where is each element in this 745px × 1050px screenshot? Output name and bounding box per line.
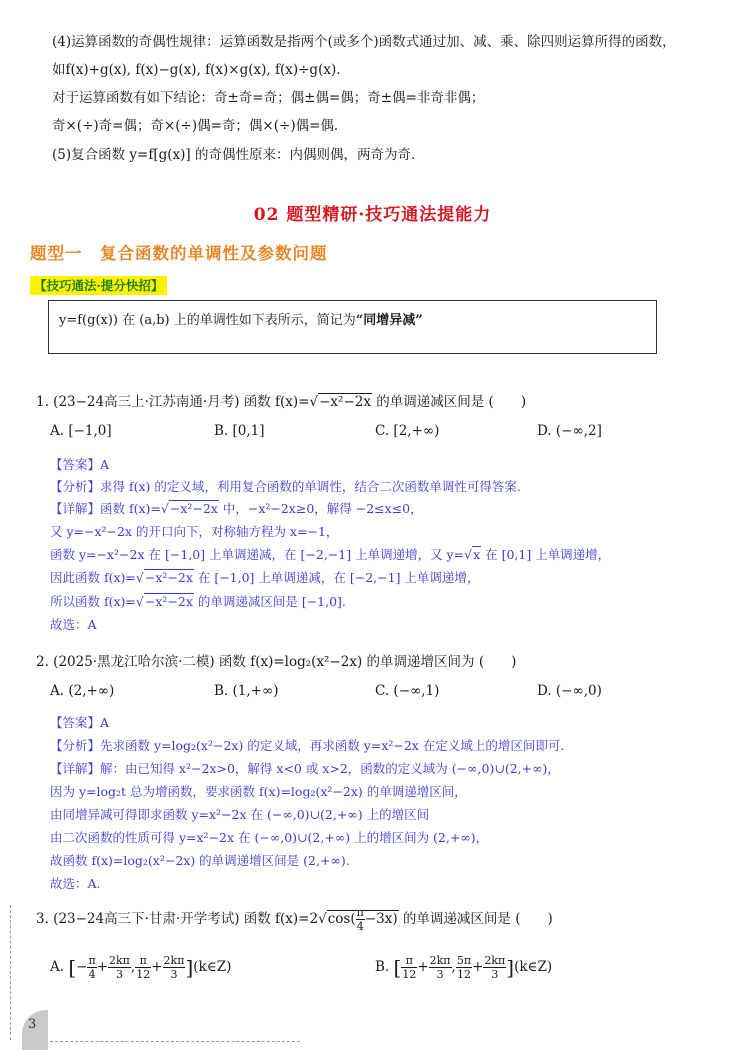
frac-den: 12 bbox=[136, 968, 151, 981]
sqrt-sign: √ bbox=[135, 594, 144, 609]
q3-frac-num: π bbox=[356, 906, 364, 919]
frac-num: 5π bbox=[456, 954, 472, 967]
q1-detail-1 bbox=[50, 499, 423, 517]
tip-tag: 【技巧通法·提分快招】 bbox=[30, 276, 167, 295]
q1-answer: 【答案】A bbox=[50, 457, 110, 472]
q3-radicand bbox=[327, 906, 399, 933]
right-bracket: ] bbox=[185, 955, 194, 980]
q1-detail-5a: 所以函数 f(x)= bbox=[50, 594, 136, 609]
sqrt-sign: √ bbox=[318, 911, 327, 927]
q3-a-tail: (k∈Z) bbox=[193, 959, 232, 975]
frac-den: 12 bbox=[456, 968, 471, 981]
q2-detail-2: 因为 y=log₂t 总为增函数，要求函数 f(x)=log₂(x²−2x) 的单调递增区间， bbox=[50, 784, 467, 799]
frac-den: 4 bbox=[88, 968, 96, 981]
q3-b-plus-2: + bbox=[472, 959, 484, 975]
q3-stem bbox=[36, 906, 553, 933]
q2-option-d[interactable]: D. (−∞,0) bbox=[537, 683, 602, 699]
q1-radicand: −x²−2x bbox=[319, 394, 371, 410]
page-number: 3 bbox=[28, 1017, 37, 1032]
sqrt-sign: √ bbox=[464, 547, 473, 562]
frac-num: 2kπ bbox=[484, 954, 506, 967]
tip-box-prefix: y=f(g(x)) 在 (a,b) 上的单调性如下表所示，简记为 bbox=[59, 313, 356, 328]
intro-line-4: 奇×(÷)奇=偶；奇×(÷)偶=奇；偶×(÷)偶=偶. bbox=[52, 118, 339, 134]
q2-detail-3: 由同增异减可得即求函数 y=x²−2x 在 (−∞,0)∪(2,+∞) 上的增区间 bbox=[50, 807, 430, 822]
q1-detail-3-radicand: x bbox=[473, 547, 481, 562]
q1-detail-3 bbox=[50, 545, 610, 563]
q3-b-label: B. bbox=[375, 959, 390, 975]
q3-stem-b: 的单调递减区间是 ( ) bbox=[398, 911, 553, 927]
sqrt-sign: √ bbox=[309, 394, 319, 410]
frac-num: π bbox=[401, 954, 417, 968]
q3-a-label: A. bbox=[50, 959, 65, 975]
frac-num: 2kπ bbox=[429, 954, 451, 967]
q2-option-c[interactable]: C. (−∞,1) bbox=[375, 683, 440, 699]
page-border-dashed-horizontal bbox=[45, 1041, 300, 1042]
frac-num: 2kπ bbox=[109, 954, 130, 967]
q3-a-plus: + bbox=[96, 959, 109, 975]
q1-detail-1a: 【详解】函数 f(x)= bbox=[50, 501, 161, 516]
frac-num: 2kπ bbox=[163, 954, 185, 967]
q1-detail-1b: 中，−x²−2x≥0，解得 −2≤x≤0， bbox=[218, 501, 423, 516]
q2-analysis: 【分析】先求函数 y=log₂(x²−2x) 的定义域，再求函数 y=x²−2x 在定义域上的增区间即可. bbox=[50, 738, 565, 753]
q3-b-plus: + bbox=[417, 959, 429, 975]
q3-frac-den: 4 bbox=[356, 920, 364, 933]
q1-option-a[interactable]: A. [−1,0] bbox=[50, 423, 112, 439]
q3-a-frac-4 bbox=[163, 954, 186, 981]
q1-detail-4-radicand: −x²−2x bbox=[144, 570, 193, 585]
q3-option-a[interactable] bbox=[50, 954, 231, 981]
q3-a-plus-2: + bbox=[151, 959, 163, 975]
q1-analysis: 【分析】求得 f(x) 的定义域，利用复合函数的单调性，结合二次函数单调性可得答案. bbox=[50, 479, 521, 494]
frac-den: 12 bbox=[402, 968, 417, 981]
q1-option-b[interactable]: B. [0,1] bbox=[214, 423, 265, 439]
q3-minus: −3x) bbox=[364, 911, 398, 927]
left-bracket: [ bbox=[393, 955, 402, 980]
q3-option-b[interactable] bbox=[375, 954, 552, 981]
q3-b-frac-3 bbox=[456, 954, 472, 981]
q3-stem-a: 3. (23−24高三下·甘肃·开学考试) 函数 f(x)=2 bbox=[36, 911, 319, 927]
tip-box-text bbox=[59, 309, 423, 328]
right-bracket: ] bbox=[506, 955, 515, 980]
q2-choose: 故选：A. bbox=[50, 876, 101, 891]
q3-fraction bbox=[356, 906, 365, 933]
q3-b-frac-2 bbox=[429, 954, 452, 981]
sqrt-sign: √ bbox=[135, 570, 144, 585]
q2-stem: 2. (2025·黑龙江哈尔滨·二模) 函数 f(x)=log₂(x²−2x) 的单调递增区间为 ( ) bbox=[36, 654, 517, 670]
q2-option-b[interactable]: B. (1,+∞) bbox=[214, 683, 279, 699]
q3-a-frac-2 bbox=[108, 954, 131, 981]
q2-detail-5: 故函数 f(x)=log₂(x²−2x) 的单调递增区间是 (2,+∞). bbox=[50, 853, 350, 868]
q1-stem-a: 1. (23−24高三上·江苏南通·月考) 函数 f(x)= bbox=[36, 394, 310, 410]
intro-line-2: 如f(x)+g(x), f(x)−g(x), f(x)×g(x), f(x)÷g(x). bbox=[52, 62, 341, 78]
left-bracket: [ bbox=[68, 955, 77, 980]
frac-den: 3 bbox=[491, 968, 499, 981]
q1-detail-4 bbox=[50, 568, 479, 586]
q1-option-d[interactable]: D. (−∞,2] bbox=[537, 423, 602, 439]
q1-detail-4b: 在 [−1,0] 上单调递减，在 [−2,−1] 上单调递增， bbox=[193, 570, 480, 585]
type-title: 题型一 复合函数的单调性及参数问题 bbox=[30, 244, 328, 263]
q1-stem-b: 的单调递减区间是 ( ) bbox=[371, 394, 527, 410]
q3-a-frac-1 bbox=[87, 954, 96, 981]
q2-option-a[interactable]: A. (2,+∞) bbox=[50, 683, 115, 699]
section-title: 02 题型精研·技巧通法提能力 bbox=[253, 205, 492, 225]
q1-detail-5-radicand: −x²−2x bbox=[144, 594, 193, 609]
q3-b-comma: , bbox=[451, 959, 456, 975]
q1-detail-4a: 因此函数 f(x)= bbox=[50, 570, 136, 585]
q1-choose: 故选：A bbox=[50, 617, 97, 632]
q3-a-minus: − bbox=[76, 959, 88, 975]
q2-detail-4: 由二次函数的性质可得 y=x²−2x 在 (−∞,0)∪(2,+∞) 上的增区间为 (2,+∞)， bbox=[50, 830, 489, 845]
q1-detail-2: 又 y=−x²−2x 的开口向下，对称轴方程为 x=−1， bbox=[50, 524, 339, 539]
intro-line-3: 对于运算函数有如下结论：奇±奇=奇；偶±偶=偶；奇±偶=非奇非偶； bbox=[52, 90, 485, 106]
q3-a-frac-3 bbox=[135, 954, 151, 981]
q1-detail-5b: 的单调递减区间是 [−1,0]. bbox=[193, 594, 346, 609]
q1-detail-1-radicand: −x²−2x bbox=[169, 501, 218, 516]
q2-detail-1: 【详解】解：由已知得 x²−2x>0，解得 x<0 或 x>2，函数的定义域为 (−∞,0)∪(2,+∞)， bbox=[50, 761, 560, 776]
q1-detail-3a: 函数 y=−x²−2x 在 [−1,0] 上单调递减，在 [−2,−1] 上单调递增，又 y= bbox=[50, 547, 465, 562]
q1-stem bbox=[36, 390, 526, 410]
frac-den: 3 bbox=[115, 968, 123, 981]
q2-answer: 【答案】A bbox=[50, 715, 110, 730]
q1-detail-3b: 在 [0,1] 上单调递增， bbox=[481, 547, 611, 562]
tip-box-emphasis: “同增异减” bbox=[355, 313, 423, 328]
sqrt-sign: √ bbox=[160, 501, 169, 516]
q3-cos: cos( bbox=[327, 911, 356, 927]
q3-a-comma: , bbox=[130, 959, 136, 975]
page-border-dashed-vertical bbox=[10, 905, 11, 1040]
intro-line-1: (4)运算函数的奇偶性规律：运算函数是指两个(或多个)函数式通过加、减、乘、除四则运算所得的函数， bbox=[52, 34, 676, 50]
q1-option-c[interactable]: C. [2,+∞) bbox=[375, 423, 440, 439]
q3-b-tail: (k∈Z) bbox=[514, 959, 553, 975]
frac-den: 3 bbox=[436, 968, 444, 981]
frac-num: π bbox=[88, 954, 96, 967]
intro-line-5: (5)复合函数 y=f[g(x)] 的奇偶性原来：内偶则偶，两奇为奇. bbox=[52, 147, 416, 163]
frac-den: 3 bbox=[170, 968, 178, 981]
q3-b-frac-4 bbox=[483, 954, 506, 981]
q1-detail-5 bbox=[50, 592, 346, 610]
tip-box bbox=[48, 300, 657, 354]
q3-b-frac-1 bbox=[401, 954, 417, 981]
frac-num: π bbox=[135, 954, 151, 968]
